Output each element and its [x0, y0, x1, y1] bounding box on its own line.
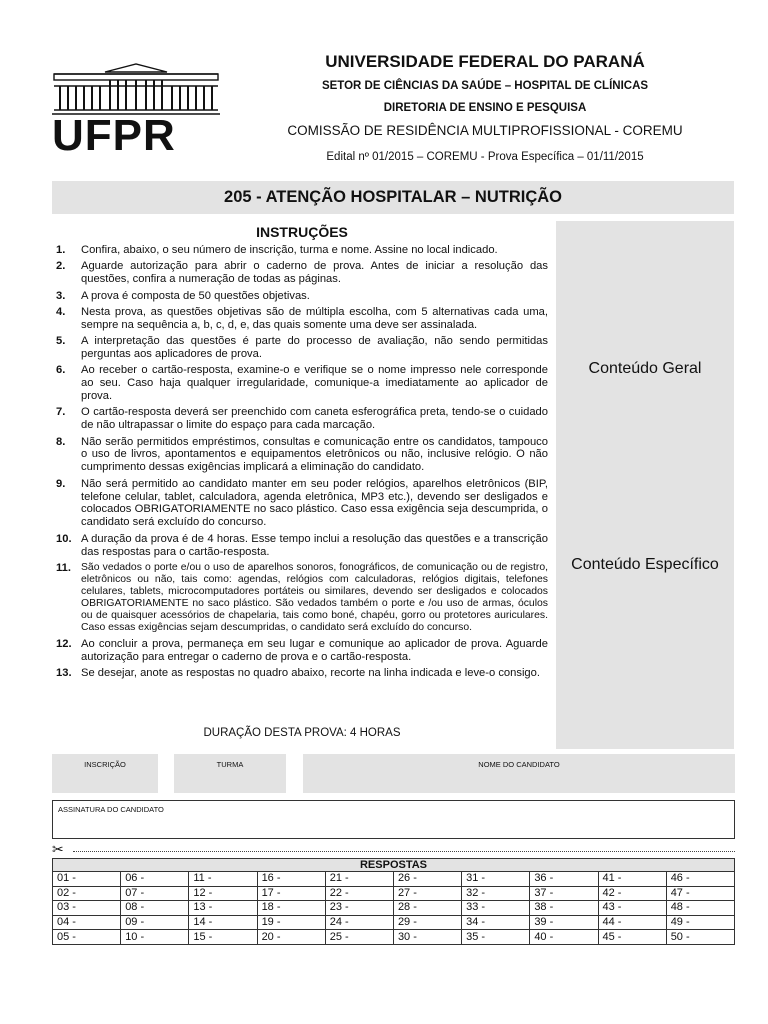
inscricao-label: INSCRIÇÃO — [84, 760, 126, 769]
instruction-text: Ao concluir a prova, permaneça em seu lugar e comunique ao aplicador de prova. Aguarde autorização para entregar o caderno de prova e o cartão-resposta. — [81, 637, 548, 663]
instruction-number: 12. — [56, 637, 72, 650]
answers-row — [53, 872, 735, 887]
general-content-label: Conteúdo Geral — [588, 360, 702, 377]
turma-label: TURMA — [216, 760, 244, 769]
instruction-text: A prova é composta de 50 questões objetivas. — [81, 289, 310, 302]
answer-cell[interactable]: 02 - — [53, 886, 121, 901]
answer-cell[interactable]: 48 - — [666, 901, 734, 916]
answer-cell[interactable]: 40 - — [530, 930, 598, 945]
answer-cell[interactable]: 36 - — [530, 872, 598, 887]
instruction-text: Não serão permitidos empréstimos, consultas e comunicação entre os candidatos, tampouco o uso de livros, apontamentos e equipamentos eletrônicos ou não, inclusive relógio. O não cumprimento dessas exigências implicará a eliminação do candidato. — [81, 435, 548, 474]
answer-cell[interactable]: 11 - — [189, 872, 257, 887]
instruction-item — [56, 562, 548, 635]
answer-cell[interactable]: 16 - — [257, 872, 325, 887]
answer-cell[interactable]: 34 - — [462, 915, 530, 930]
instructions-title: INSTRUÇÕES — [256, 224, 348, 240]
answer-cell[interactable]: 01 - — [53, 872, 121, 887]
sector-name: SETOR DE CIÊNCIAS DA SAÚDE – HOSPITAL DE CLÍNICAS — [321, 80, 649, 92]
answer-cell[interactable]: 45 - — [598, 930, 666, 945]
answer-cell[interactable]: 27 - — [393, 886, 461, 901]
instruction-item — [56, 436, 548, 475]
instruction-item — [56, 306, 548, 332]
turma-field[interactable] — [174, 754, 286, 793]
answer-cell[interactable]: 50 - — [666, 930, 734, 945]
answer-cell[interactable]: 04 - — [53, 915, 121, 930]
answer-cell[interactable]: 21 - — [325, 872, 393, 887]
inscricao-field[interactable] — [52, 754, 158, 793]
answers-row — [53, 901, 735, 916]
answer-cell[interactable]: 35 - — [462, 930, 530, 945]
answer-cell[interactable]: 19 - — [257, 915, 325, 930]
instruction-text: A duração da prova é de 4 horas. Esse tempo inclui a resolução das questões e a transcrição das respostas para o cartão-resposta. — [81, 532, 548, 558]
instruction-number: 9. — [56, 477, 66, 490]
instruction-number: 10. — [56, 532, 72, 545]
answer-cell[interactable]: 18 - — [257, 901, 325, 916]
edital-line: Edital nº 01/2015 – COREMU - Prova Específica – 01/11/2015 — [326, 151, 644, 163]
answers-title: RESPOSTAS — [53, 859, 735, 872]
scissors-icon: ✂ — [52, 841, 64, 857]
instruction-item — [56, 638, 548, 664]
instruction-item — [56, 533, 548, 559]
instruction-number: 11. — [56, 561, 71, 574]
nome-label: NOME DO CANDIDATO — [478, 760, 560, 769]
answer-cell[interactable]: 05 - — [53, 930, 121, 945]
signature-field[interactable] — [52, 800, 735, 839]
instruction-item — [56, 364, 548, 403]
instruction-item — [56, 244, 548, 257]
answer-cell[interactable]: 17 - — [257, 886, 325, 901]
answer-cell[interactable]: 15 - — [189, 930, 257, 945]
duration-note: DURAÇÃO DESTA PROVA: 4 HORAS — [203, 727, 401, 739]
instruction-item — [56, 290, 548, 303]
instruction-number: 8. — [56, 435, 66, 448]
answer-cell[interactable]: 43 - — [598, 901, 666, 916]
answer-cell[interactable]: 42 - — [598, 886, 666, 901]
nome-field[interactable] — [303, 754, 735, 793]
instruction-text: São vedados o porte e/ou o uso de aparelhos sonoros, fonográficos, de comunicação ou de registro, eletrônicos ou não, tais como: agendas, relógios com calculadoras, relógios digitais, telefones celulares, tablets, microcomputadores portáteis ou similares, devendo ser desligados e colocados OBRIGATORIAMENTE no saco plástico. São vedados também o porte e /ou uso de armas, óculos ou de quaisquer acessórios de chapelaria, tais como boné, chapéu, gorro ou protetores auriculares. Caso essas exigências sejam descumpridas, o candidato será excluído do concurso. — [81, 561, 548, 634]
instruction-text: Se desejar, anote as respostas no quadro abaixo, recorte na linha indicada e leve-o consigo. — [81, 667, 540, 679]
signature-label: ASSINATURA DO CANDIDATO — [58, 805, 164, 814]
answer-cell[interactable]: 32 - — [462, 886, 530, 901]
answer-cell[interactable]: 14 - — [189, 915, 257, 930]
commission-name: COMISSÃO DE RESIDÊNCIA MULTIPROFISSIONAL - COREMU — [287, 123, 683, 138]
answer-cell[interactable]: 49 - — [666, 915, 734, 930]
instruction-text: Ao receber o cartão-resposta, examine-o e verifique se o nome impresso nele corresponde ao seu. Caso haja qualquer irregularidade, comunique-a imediatamente ao aplicador de prova. — [81, 364, 548, 403]
answer-cell[interactable]: 47 - — [666, 886, 734, 901]
answer-cell[interactable]: 44 - — [598, 915, 666, 930]
instruction-text: Aguarde autorização para abrir o caderno de prova. Antes de iniciar a resolução das questões, confira a numeração de todas as páginas. — [81, 260, 548, 286]
answer-cell[interactable]: 28 - — [393, 901, 461, 916]
answer-cell[interactable]: 33 - — [462, 901, 530, 916]
specific-content-label: Conteúdo Específico — [571, 556, 719, 573]
instruction-text: Nesta prova, as questões objetivas são de múltipla escolha, com 5 alternativas cada uma, sempre na sequência a, b, c, d, e, das quais somente uma deve ser assinalada. — [81, 305, 548, 331]
instruction-text: Não será permitido ao candidato manter em seu poder relógios, aparelhos eletrônicos (BIP, telefone celular, tablet, calculadora, agenda eletrônica, MP3 etc.), devendo ser desligados e colocados OBRIGATORIAMENTE no saco plástico. Caso essa exigência seja descumprida, o candidato será excluído do concurso. — [81, 477, 548, 529]
answers-row — [53, 915, 735, 930]
answer-cell[interactable]: 26 - — [393, 872, 461, 887]
answers-row — [53, 886, 735, 901]
answer-cell[interactable]: 39 - — [530, 915, 598, 930]
answers-table — [52, 858, 735, 945]
instruction-number: 7. — [56, 406, 66, 419]
instruction-item — [56, 335, 548, 361]
directorate-name: DIRETORIA DE ENSINO E PESQUISA — [383, 102, 587, 114]
answers-row — [53, 930, 735, 945]
answer-cell[interactable]: 41 - — [598, 872, 666, 887]
answer-cell[interactable]: 31 - — [462, 872, 530, 887]
answer-cell[interactable]: 07 - — [121, 886, 189, 901]
answer-cell[interactable]: 12 - — [189, 886, 257, 901]
instruction-item — [56, 478, 548, 530]
answer-cell[interactable]: 06 - — [121, 872, 189, 887]
instruction-item — [56, 667, 548, 680]
instruction-number: 3. — [56, 289, 66, 302]
instruction-number: 6. — [56, 364, 66, 377]
answer-cell[interactable]: 09 - — [121, 915, 189, 930]
instruction-number: 4. — [56, 305, 66, 318]
instruction-number: 5. — [56, 335, 66, 347]
content-panel — [556, 221, 734, 749]
answer-cell[interactable]: 03 - — [53, 901, 121, 916]
instruction-item — [56, 406, 548, 432]
answer-cell[interactable]: 30 - — [393, 930, 461, 945]
cut-line — [73, 851, 735, 852]
answer-cell[interactable]: 23 - — [325, 901, 393, 916]
instruction-text: A interpretação das questões é parte do processo de avaliação, não sendo permitidas perguntas aos aplicadores de prova. — [81, 335, 548, 360]
instruction-number: 1. — [56, 244, 66, 256]
answer-cell[interactable]: 37 - — [530, 886, 598, 901]
answer-cell[interactable]: 24 - — [325, 915, 393, 930]
answer-cell[interactable]: 22 - — [325, 886, 393, 901]
answer-cell[interactable]: 20 - — [257, 930, 325, 945]
answer-cell[interactable]: 25 - — [325, 930, 393, 945]
instruction-item — [56, 260, 548, 286]
answer-cell[interactable]: 13 - — [189, 901, 257, 916]
answer-cell[interactable]: 38 - — [530, 901, 598, 916]
answer-cell[interactable]: 46 - — [666, 872, 734, 887]
instruction-number: 2. — [56, 260, 66, 273]
instruction-number: 13. — [56, 667, 72, 679]
instructions-list — [56, 244, 548, 683]
university-name: UNIVERSIDADE FEDERAL DO PARANÁ — [325, 52, 645, 71]
exam-title: 205 - ATENÇÃO HOSPITALAR – NUTRIÇÃO — [52, 181, 734, 214]
instruction-text: Confira, abaixo, o seu número de inscrição, turma e nome. Assine no local indicado. — [81, 244, 498, 256]
logo-text: UFPR — [52, 111, 176, 160]
answer-cell[interactable]: 29 - — [393, 915, 461, 930]
answer-cell[interactable]: 08 - — [121, 901, 189, 916]
answer-cell[interactable]: 10 - — [121, 930, 189, 945]
instruction-text: O cartão-resposta deverá ser preenchido com caneta esferográfica preta, tendo-se o cuidado de não ultrapassar o limite do espaço para cada marcação. — [81, 406, 548, 432]
